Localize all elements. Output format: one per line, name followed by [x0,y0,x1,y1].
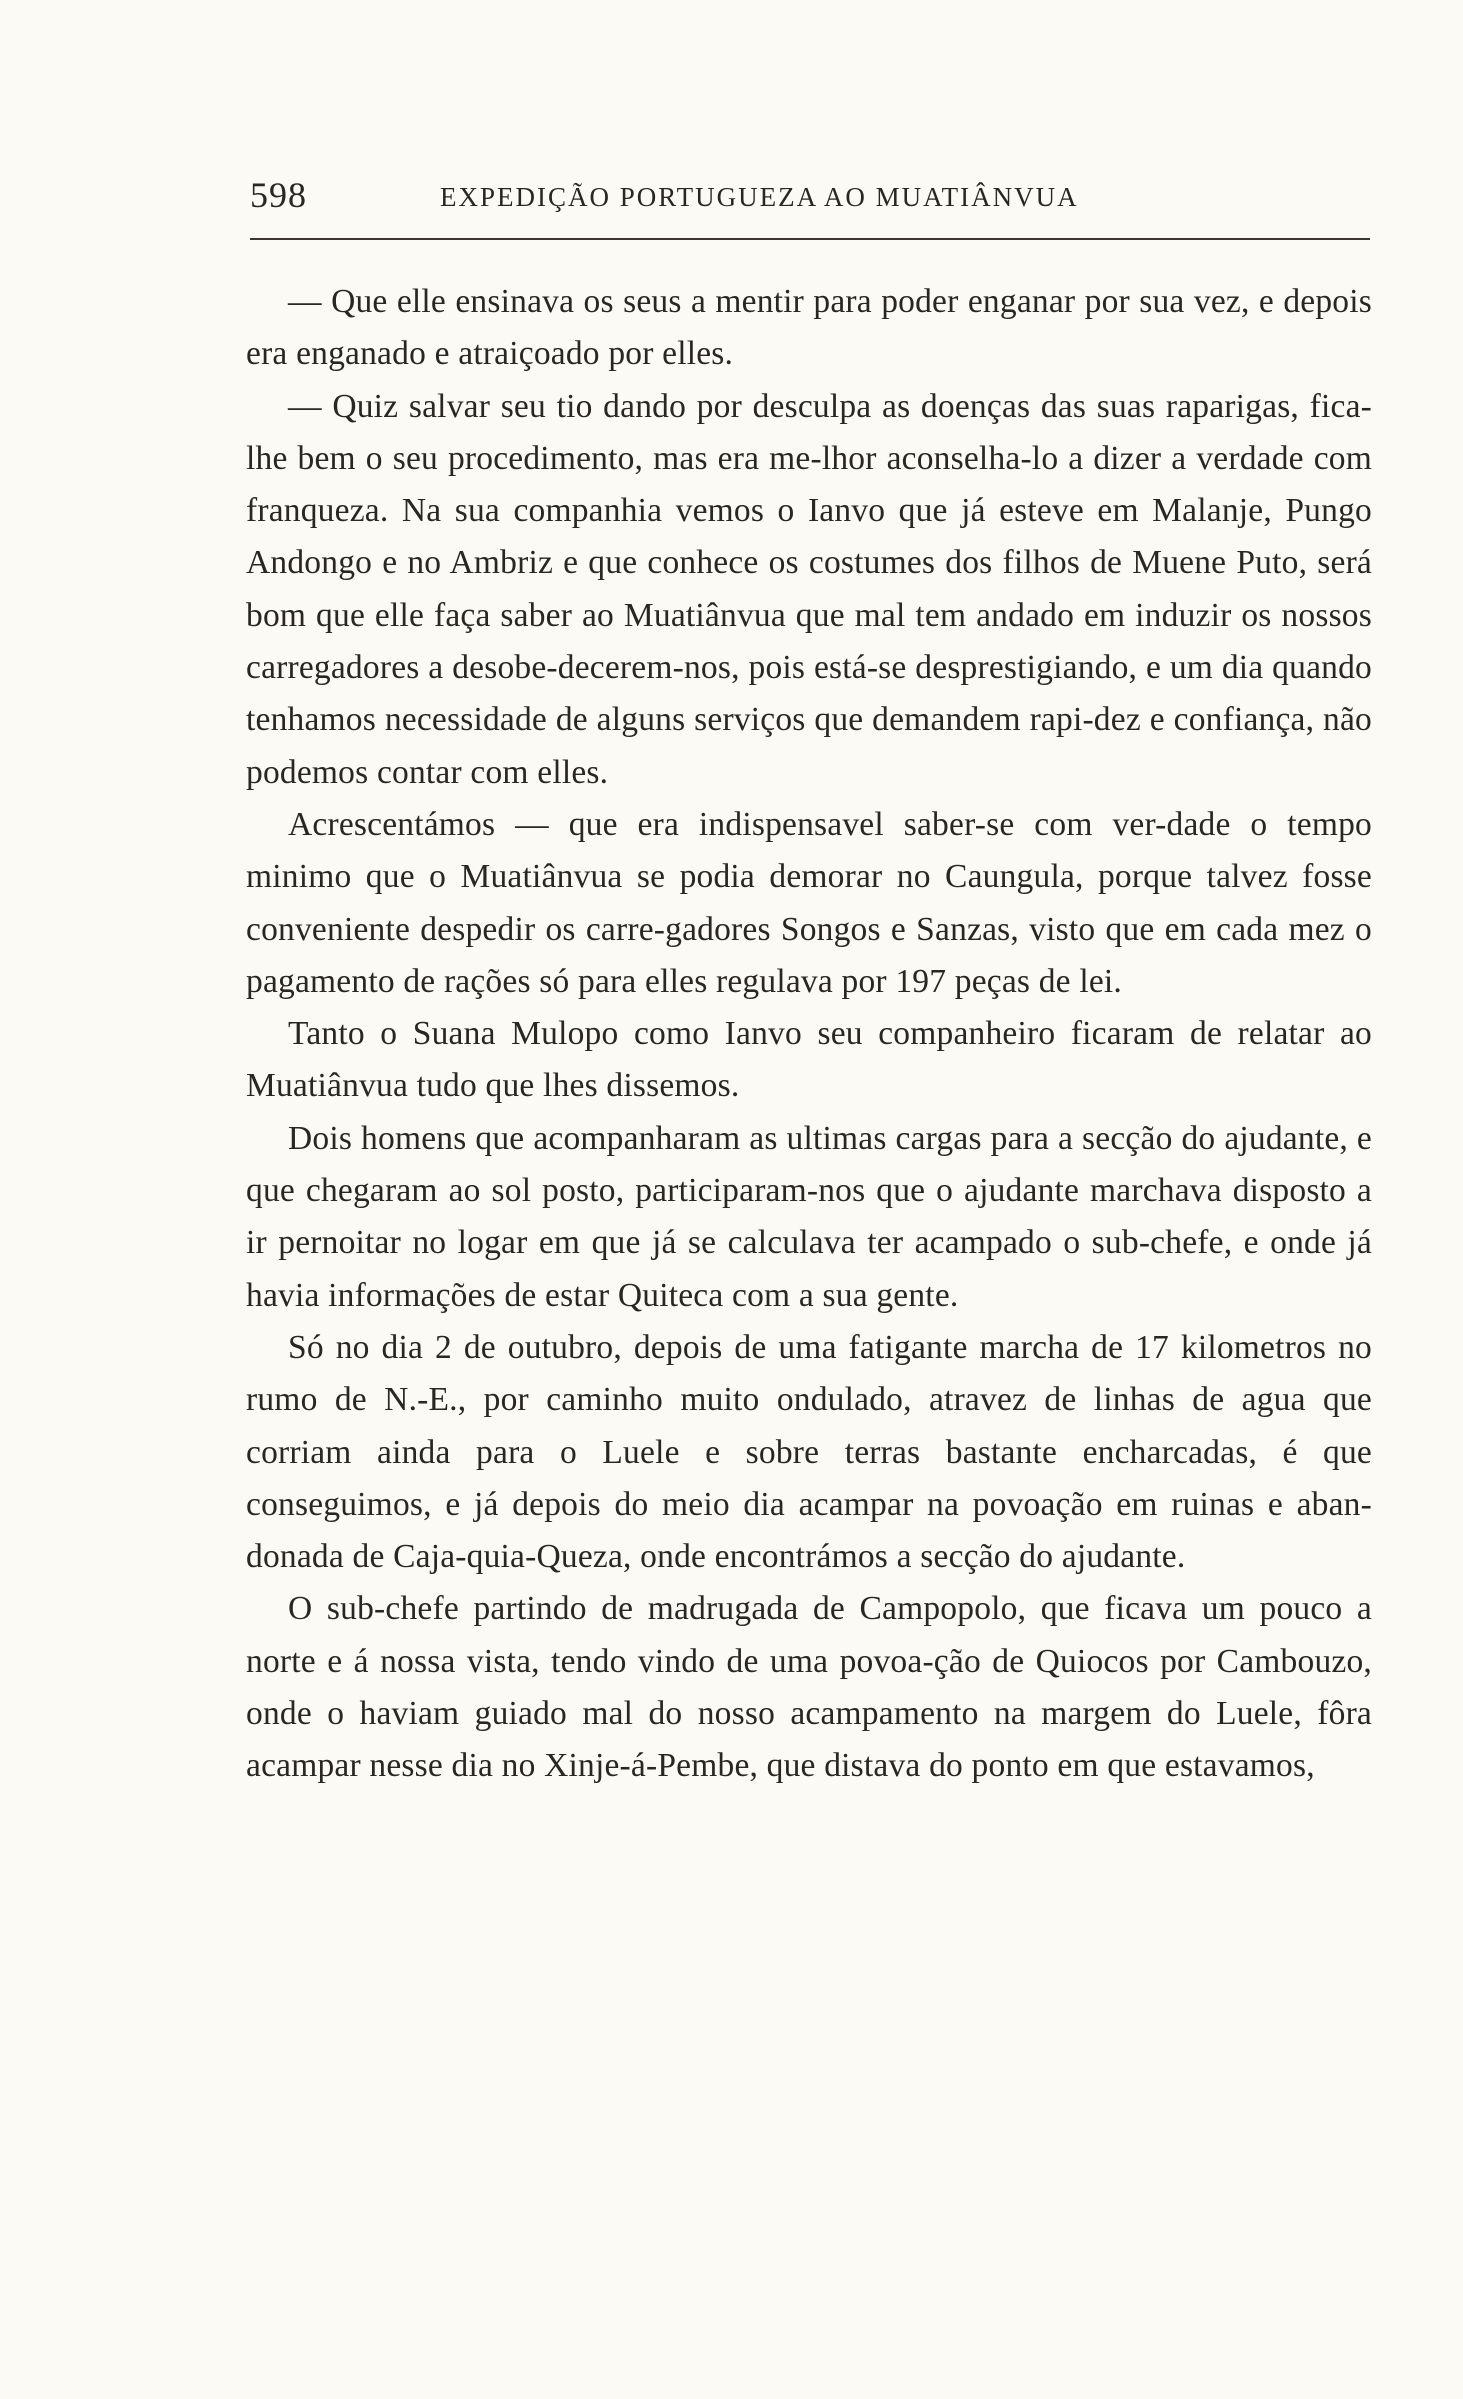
page-number: 598 [250,175,307,215]
paragraph: O sub-chefe partindo de madrugada de Campopolo, que ficava um pouco a norte e á nossa vista, tendo vindo de uma povoa-ção de Quiocos por Cambouzo, onde o haviam guiado mal do nosso acampamento na margem do Luele, fôra acampar nesse dia no Xinje-á-Pembe, que distava do ponto em que estavamos, [246,1590,1372,1785]
paragraph: — Quiz salvar seu tio dando por desculpa as doenças das suas raparigas, fica-lhe bem o seu procedimento, mas era me-lhor aconselha-lo a dizer a verdade com franqueza. Na sua companhia vemos o Ianvo que já esteve em Malanje, Pungo Andongo e no Ambriz e que conhece os costumes dos filhos de Muene Puto, será bom que elle faça saber ao Muatiânvua que mal tem andado em induzir os nossos carregadores a desobe-decerem-nos, pois está-se desprestigiando, e um dia quando tenhamos necessidade de alguns serviços que demandem rapi-dez e confiança, não podemos contar com elles. [246,387,1372,791]
body-text [246,276,1372,1793]
paragraph: — Que elle ensinava os seus a mentir para poder enganar por sua vez, e depois era enganado e atraiçoado por elles. [246,283,1372,373]
paragraph: Acrescentámos — que era indispensavel saber-se com ver-dade o tempo minimo que o Muatiânvua se podia demorar no Caungula, porque talvez fosse conveniente despedir os carre-gadores Songos e Sanzas, visto que em cada mez o pagamento de rações só para elles regulava por 197 peças de lei. [246,805,1372,1000]
header-rule [250,238,1370,240]
paragraph: Tanto o Suana Mulopo como Ianvo seu companheiro ficaram de relatar ao Muatiânvua tudo que lhes dissemos. [246,1015,1372,1105]
paragraph: Dois homens que acompanharam as ultimas cargas para a secção do ajudante, e que chegaram ao sol posto, participaram-nos que o ajudante marchava disposto a ir pernoitar no logar em que já se calculava ter acampado o sub-chefe, e onde já havia informações de estar Quiteca com a sua gente. [246,1119,1372,1314]
page-header [250,174,1370,222]
paragraph: Só no dia 2 de outubro, depois de uma fatigante marcha de 17 kilometros no rumo de N.-E., por caminho muito ondulado, atravez de linhas de agua que corriam ainda para o Luele e sobre terras bastante encharcadas, é que conseguimos, e já depois do meio dia acampar na povoação em ruinas e aban-donada de Caja-quia-Queza, onde encontrámos a secção do ajudante. [246,1328,1372,1576]
running-title: EXPEDIÇÃO PORTUGUEZA AO MUATIÂNVUA [440,182,1079,212]
